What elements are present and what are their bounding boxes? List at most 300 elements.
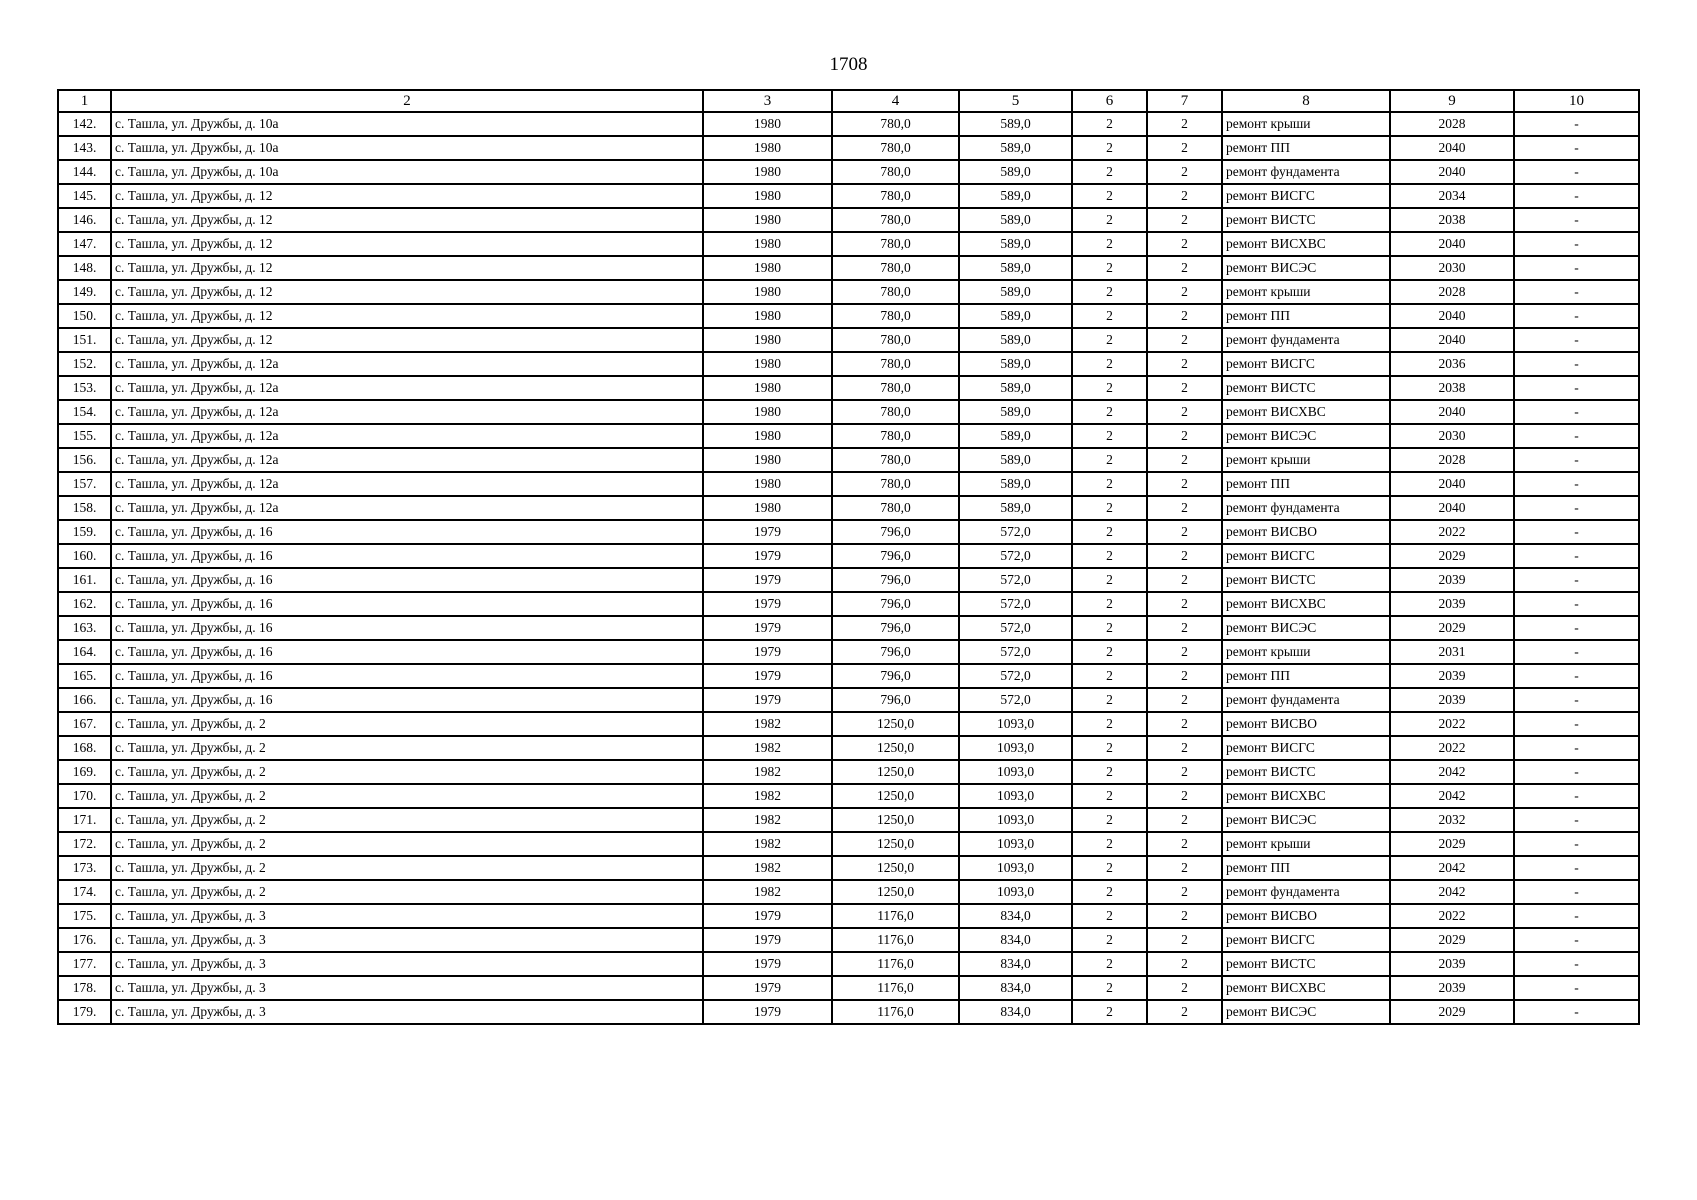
planned-year-cell: 2042 — [1390, 784, 1514, 808]
address-cell: с. Ташла, ул. Дружбы, д. 2 — [111, 736, 703, 760]
note-cell: - — [1514, 400, 1639, 424]
table-row — [58, 664, 1639, 688]
living-area-cell: 589,0 — [959, 280, 1072, 304]
table-row — [58, 256, 1639, 280]
address-cell: с. Ташла, ул. Дружбы, д. 16 — [111, 616, 703, 640]
living-area-cell: 589,0 — [959, 304, 1072, 328]
work-type-cell: ремонт ВИСГС — [1222, 736, 1390, 760]
table-row — [58, 472, 1639, 496]
year-built-cell: 1979 — [703, 688, 832, 712]
planned-year-cell: 2042 — [1390, 856, 1514, 880]
entrances-cell: 2 — [1147, 808, 1222, 832]
floors-cell: 2 — [1072, 184, 1147, 208]
row-number-cell: 167. — [58, 712, 111, 736]
entrances-cell: 2 — [1147, 184, 1222, 208]
address-cell: с. Ташла, ул. Дружбы, д. 16 — [111, 688, 703, 712]
table-body — [58, 112, 1639, 1024]
year-built-cell: 1979 — [703, 592, 832, 616]
total-area-cell: 780,0 — [832, 136, 959, 160]
address-cell: с. Ташла, ул. Дружбы, д. 2 — [111, 760, 703, 784]
living-area-cell: 834,0 — [959, 976, 1072, 1000]
entrances-cell: 2 — [1147, 232, 1222, 256]
planned-year-cell: 2039 — [1390, 688, 1514, 712]
year-built-cell: 1980 — [703, 184, 832, 208]
floors-cell: 2 — [1072, 1000, 1147, 1024]
floors-cell: 2 — [1072, 784, 1147, 808]
row-number-cell: 172. — [58, 832, 111, 856]
address-cell: с. Ташла, ул. Дружбы, д. 12 — [111, 184, 703, 208]
year-built-cell: 1979 — [703, 544, 832, 568]
living-area-cell: 589,0 — [959, 472, 1072, 496]
address-cell: с. Ташла, ул. Дружбы, д. 12а — [111, 472, 703, 496]
floors-cell: 2 — [1072, 760, 1147, 784]
planned-year-cell: 2040 — [1390, 232, 1514, 256]
total-area-cell: 1250,0 — [832, 712, 959, 736]
row-number-cell: 156. — [58, 448, 111, 472]
table-row — [58, 184, 1639, 208]
row-number-cell: 177. — [58, 952, 111, 976]
living-area-cell: 1093,0 — [959, 736, 1072, 760]
living-area-cell: 1093,0 — [959, 784, 1072, 808]
year-built-cell: 1979 — [703, 928, 832, 952]
work-type-cell: ремонт ВИСЭС — [1222, 424, 1390, 448]
entrances-cell: 2 — [1147, 904, 1222, 928]
address-cell: с. Ташла, ул. Дружбы, д. 3 — [111, 928, 703, 952]
floors-cell: 2 — [1072, 136, 1147, 160]
address-cell: с. Ташла, ул. Дружбы, д. 3 — [111, 904, 703, 928]
total-area-cell: 1176,0 — [832, 1000, 959, 1024]
work-type-cell: ремонт ВИСХВС — [1222, 976, 1390, 1000]
address-cell: с. Ташла, ул. Дружбы, д. 3 — [111, 952, 703, 976]
note-cell: - — [1514, 184, 1639, 208]
note-cell: - — [1514, 952, 1639, 976]
total-area-cell: 780,0 — [832, 400, 959, 424]
total-area-cell: 796,0 — [832, 616, 959, 640]
entrances-cell: 2 — [1147, 736, 1222, 760]
row-number-cell: 157. — [58, 472, 111, 496]
year-built-cell: 1982 — [703, 880, 832, 904]
note-cell: - — [1514, 208, 1639, 232]
total-area-cell: 1250,0 — [832, 832, 959, 856]
year-built-cell: 1980 — [703, 136, 832, 160]
column-header: 8 — [1222, 90, 1390, 112]
table-row — [58, 976, 1639, 1000]
note-cell: - — [1514, 448, 1639, 472]
floors-cell: 2 — [1072, 352, 1147, 376]
year-built-cell: 1980 — [703, 376, 832, 400]
table-row — [58, 832, 1639, 856]
floors-cell: 2 — [1072, 328, 1147, 352]
table-row — [58, 208, 1639, 232]
work-type-cell: ремонт ВИСГС — [1222, 352, 1390, 376]
note-cell: - — [1514, 376, 1639, 400]
work-type-cell: ремонт ПП — [1222, 472, 1390, 496]
table-row — [58, 880, 1639, 904]
living-area-cell: 572,0 — [959, 568, 1072, 592]
floors-cell: 2 — [1072, 304, 1147, 328]
table-row — [58, 592, 1639, 616]
planned-year-cell: 2028 — [1390, 448, 1514, 472]
address-cell: с. Ташла, ул. Дружбы, д. 12а — [111, 424, 703, 448]
living-area-cell: 589,0 — [959, 424, 1072, 448]
total-area-cell: 796,0 — [832, 520, 959, 544]
planned-year-cell: 2022 — [1390, 736, 1514, 760]
total-area-cell: 780,0 — [832, 184, 959, 208]
year-built-cell: 1982 — [703, 760, 832, 784]
note-cell: - — [1514, 592, 1639, 616]
planned-year-cell: 2040 — [1390, 304, 1514, 328]
row-number-cell: 175. — [58, 904, 111, 928]
address-cell: с. Ташла, ул. Дружбы, д. 12 — [111, 208, 703, 232]
entrances-cell: 2 — [1147, 640, 1222, 664]
table-row — [58, 112, 1639, 136]
year-built-cell: 1982 — [703, 784, 832, 808]
planned-year-cell: 2040 — [1390, 472, 1514, 496]
column-number-header-row — [58, 90, 1639, 112]
entrances-cell: 2 — [1147, 448, 1222, 472]
note-cell: - — [1514, 664, 1639, 688]
year-built-cell: 1979 — [703, 520, 832, 544]
work-type-cell: ремонт ВИСВО — [1222, 712, 1390, 736]
floors-cell: 2 — [1072, 280, 1147, 304]
floors-cell: 2 — [1072, 640, 1147, 664]
planned-year-cell: 2029 — [1390, 832, 1514, 856]
living-area-cell: 589,0 — [959, 496, 1072, 520]
work-type-cell: ремонт фундамента — [1222, 160, 1390, 184]
living-area-cell: 572,0 — [959, 544, 1072, 568]
work-type-cell: ремонт ПП — [1222, 304, 1390, 328]
column-header: 1 — [58, 90, 111, 112]
living-area-cell: 834,0 — [959, 952, 1072, 976]
column-header: 2 — [111, 90, 703, 112]
work-type-cell: ремонт ПП — [1222, 136, 1390, 160]
floors-cell: 2 — [1072, 880, 1147, 904]
living-area-cell: 1093,0 — [959, 880, 1072, 904]
total-area-cell: 796,0 — [832, 568, 959, 592]
table-row — [58, 280, 1639, 304]
floors-cell: 2 — [1072, 232, 1147, 256]
note-cell: - — [1514, 736, 1639, 760]
planned-year-cell: 2039 — [1390, 952, 1514, 976]
address-cell: с. Ташла, ул. Дружбы, д. 12 — [111, 328, 703, 352]
planned-year-cell: 2029 — [1390, 544, 1514, 568]
floors-cell: 2 — [1072, 808, 1147, 832]
entrances-cell: 2 — [1147, 832, 1222, 856]
note-cell: - — [1514, 256, 1639, 280]
living-area-cell: 589,0 — [959, 376, 1072, 400]
year-built-cell: 1980 — [703, 232, 832, 256]
note-cell: - — [1514, 496, 1639, 520]
table-row — [58, 520, 1639, 544]
floors-cell: 2 — [1072, 736, 1147, 760]
year-built-cell: 1980 — [703, 472, 832, 496]
living-area-cell: 834,0 — [959, 904, 1072, 928]
address-cell: с. Ташла, ул. Дружбы, д. 3 — [111, 976, 703, 1000]
note-cell: - — [1514, 232, 1639, 256]
work-type-cell: ремонт ВИСГС — [1222, 184, 1390, 208]
planned-year-cell: 2022 — [1390, 712, 1514, 736]
note-cell: - — [1514, 760, 1639, 784]
floors-cell: 2 — [1072, 832, 1147, 856]
entrances-cell: 2 — [1147, 1000, 1222, 1024]
planned-year-cell: 2040 — [1390, 160, 1514, 184]
planned-year-cell: 2040 — [1390, 136, 1514, 160]
row-number-cell: 144. — [58, 160, 111, 184]
table-row — [58, 568, 1639, 592]
row-number-cell: 168. — [58, 736, 111, 760]
entrances-cell: 2 — [1147, 952, 1222, 976]
total-area-cell: 1250,0 — [832, 856, 959, 880]
year-built-cell: 1980 — [703, 208, 832, 232]
total-area-cell: 796,0 — [832, 640, 959, 664]
living-area-cell: 589,0 — [959, 160, 1072, 184]
table-row — [58, 448, 1639, 472]
note-cell: - — [1514, 424, 1639, 448]
planned-year-cell: 2028 — [1390, 280, 1514, 304]
note-cell: - — [1514, 520, 1639, 544]
work-type-cell: ремонт крыши — [1222, 112, 1390, 136]
year-built-cell: 1980 — [703, 400, 832, 424]
table-row — [58, 496, 1639, 520]
floors-cell: 2 — [1072, 928, 1147, 952]
work-type-cell: ремонт крыши — [1222, 448, 1390, 472]
total-area-cell: 780,0 — [832, 304, 959, 328]
address-cell: с. Ташла, ул. Дружбы, д. 12 — [111, 280, 703, 304]
living-area-cell: 589,0 — [959, 256, 1072, 280]
row-number-cell: 176. — [58, 928, 111, 952]
planned-year-cell: 2039 — [1390, 976, 1514, 1000]
column-header: 10 — [1514, 90, 1639, 112]
table-row — [58, 400, 1639, 424]
table-row — [58, 808, 1639, 832]
total-area-cell: 780,0 — [832, 232, 959, 256]
planned-year-cell: 2042 — [1390, 880, 1514, 904]
floors-cell: 2 — [1072, 112, 1147, 136]
address-cell: с. Ташла, ул. Дружбы, д. 10а — [111, 136, 703, 160]
year-built-cell: 1980 — [703, 424, 832, 448]
work-type-cell: ремонт крыши — [1222, 640, 1390, 664]
living-area-cell: 589,0 — [959, 208, 1072, 232]
total-area-cell: 780,0 — [832, 424, 959, 448]
note-cell: - — [1514, 136, 1639, 160]
living-area-cell: 572,0 — [959, 688, 1072, 712]
entrances-cell: 2 — [1147, 688, 1222, 712]
row-number-cell: 149. — [58, 280, 111, 304]
entrances-cell: 2 — [1147, 328, 1222, 352]
planned-year-cell: 2039 — [1390, 664, 1514, 688]
planned-year-cell: 2031 — [1390, 640, 1514, 664]
note-cell: - — [1514, 472, 1639, 496]
row-number-cell: 142. — [58, 112, 111, 136]
note-cell: - — [1514, 640, 1639, 664]
table-row — [58, 616, 1639, 640]
planned-year-cell: 2042 — [1390, 760, 1514, 784]
table-row — [58, 328, 1639, 352]
entrances-cell: 2 — [1147, 208, 1222, 232]
year-built-cell: 1980 — [703, 328, 832, 352]
entrances-cell: 2 — [1147, 592, 1222, 616]
floors-cell: 2 — [1072, 976, 1147, 1000]
planned-year-cell: 2034 — [1390, 184, 1514, 208]
planned-year-cell: 2032 — [1390, 808, 1514, 832]
entrances-cell: 2 — [1147, 256, 1222, 280]
entrances-cell: 2 — [1147, 376, 1222, 400]
table-row — [58, 784, 1639, 808]
year-built-cell: 1982 — [703, 832, 832, 856]
floors-cell: 2 — [1072, 208, 1147, 232]
living-area-cell: 572,0 — [959, 664, 1072, 688]
note-cell: - — [1514, 544, 1639, 568]
table-row — [58, 712, 1639, 736]
table-row — [58, 160, 1639, 184]
work-type-cell: ремонт ВИСТС — [1222, 760, 1390, 784]
row-number-cell: 179. — [58, 1000, 111, 1024]
work-type-cell: ремонт фундамента — [1222, 880, 1390, 904]
table-row — [58, 760, 1639, 784]
year-built-cell: 1980 — [703, 448, 832, 472]
address-cell: с. Ташла, ул. Дружбы, д. 12а — [111, 352, 703, 376]
row-number-cell: 166. — [58, 688, 111, 712]
year-built-cell: 1982 — [703, 712, 832, 736]
note-cell: - — [1514, 328, 1639, 352]
floors-cell: 2 — [1072, 472, 1147, 496]
row-number-cell: 152. — [58, 352, 111, 376]
living-area-cell: 1093,0 — [959, 808, 1072, 832]
table-row — [58, 376, 1639, 400]
table-row — [58, 952, 1639, 976]
floors-cell: 2 — [1072, 616, 1147, 640]
row-number-cell: 170. — [58, 784, 111, 808]
note-cell: - — [1514, 784, 1639, 808]
address-cell: с. Ташла, ул. Дружбы, д. 12а — [111, 496, 703, 520]
planned-year-cell: 2029 — [1390, 1000, 1514, 1024]
total-area-cell: 780,0 — [832, 208, 959, 232]
address-cell: с. Ташла, ул. Дружбы, д. 16 — [111, 568, 703, 592]
total-area-cell: 1250,0 — [832, 880, 959, 904]
floors-cell: 2 — [1072, 520, 1147, 544]
total-area-cell: 780,0 — [832, 472, 959, 496]
floors-cell: 2 — [1072, 376, 1147, 400]
living-area-cell: 572,0 — [959, 640, 1072, 664]
year-built-cell: 1979 — [703, 568, 832, 592]
address-cell: с. Ташла, ул. Дружбы, д. 12 — [111, 304, 703, 328]
address-cell: с. Ташла, ул. Дружбы, д. 12а — [111, 400, 703, 424]
work-type-cell: ремонт ВИСГС — [1222, 544, 1390, 568]
work-type-cell: ремонт ВИСЭС — [1222, 808, 1390, 832]
row-number-cell: 174. — [58, 880, 111, 904]
year-built-cell: 1980 — [703, 496, 832, 520]
address-cell: с. Ташла, ул. Дружбы, д. 12 — [111, 256, 703, 280]
planned-year-cell: 2029 — [1390, 928, 1514, 952]
living-area-cell: 589,0 — [959, 352, 1072, 376]
row-number-cell: 150. — [58, 304, 111, 328]
entrances-cell: 2 — [1147, 424, 1222, 448]
total-area-cell: 1176,0 — [832, 976, 959, 1000]
work-type-cell: ремонт ВИСЭС — [1222, 256, 1390, 280]
column-header: 3 — [703, 90, 832, 112]
address-cell: с. Ташла, ул. Дружбы, д. 2 — [111, 832, 703, 856]
entrances-cell: 2 — [1147, 496, 1222, 520]
total-area-cell: 796,0 — [832, 664, 959, 688]
year-built-cell: 1979 — [703, 1000, 832, 1024]
entrances-cell: 2 — [1147, 472, 1222, 496]
living-area-cell: 589,0 — [959, 112, 1072, 136]
planned-year-cell: 2030 — [1390, 256, 1514, 280]
entrances-cell: 2 — [1147, 880, 1222, 904]
floors-cell: 2 — [1072, 568, 1147, 592]
total-area-cell: 1176,0 — [832, 928, 959, 952]
address-cell: с. Ташла, ул. Дружбы, д. 16 — [111, 664, 703, 688]
living-area-cell: 834,0 — [959, 1000, 1072, 1024]
work-type-cell: ремонт ВИСХВС — [1222, 232, 1390, 256]
entrances-cell: 2 — [1147, 112, 1222, 136]
living-area-cell: 589,0 — [959, 184, 1072, 208]
entrances-cell: 2 — [1147, 928, 1222, 952]
total-area-cell: 780,0 — [832, 352, 959, 376]
row-number-cell: 171. — [58, 808, 111, 832]
entrances-cell: 2 — [1147, 160, 1222, 184]
note-cell: - — [1514, 1000, 1639, 1024]
work-type-cell: ремонт ВИСХВС — [1222, 400, 1390, 424]
address-cell: с. Ташла, ул. Дружбы, д. 12а — [111, 376, 703, 400]
work-type-cell: ремонт ВИСХВС — [1222, 784, 1390, 808]
column-header: 5 — [959, 90, 1072, 112]
floors-cell: 2 — [1072, 712, 1147, 736]
note-cell: - — [1514, 688, 1639, 712]
planned-year-cell: 2022 — [1390, 904, 1514, 928]
row-number-cell: 165. — [58, 664, 111, 688]
planned-year-cell: 2039 — [1390, 568, 1514, 592]
entrances-cell: 2 — [1147, 544, 1222, 568]
note-cell: - — [1514, 160, 1639, 184]
year-built-cell: 1979 — [703, 664, 832, 688]
planned-year-cell: 2040 — [1390, 400, 1514, 424]
work-type-cell: ремонт ВИСВО — [1222, 904, 1390, 928]
total-area-cell: 780,0 — [832, 280, 959, 304]
year-built-cell: 1982 — [703, 736, 832, 760]
year-built-cell: 1980 — [703, 304, 832, 328]
row-number-cell: 159. — [58, 520, 111, 544]
table-row — [58, 688, 1639, 712]
living-area-cell: 1093,0 — [959, 856, 1072, 880]
total-area-cell: 796,0 — [832, 688, 959, 712]
total-area-cell: 1250,0 — [832, 760, 959, 784]
address-cell: с. Ташла, ул. Дружбы, д. 2 — [111, 712, 703, 736]
address-cell: с. Ташла, ул. Дружбы, д. 2 — [111, 856, 703, 880]
table-row — [58, 928, 1639, 952]
work-type-cell: ремонт ВИСЭС — [1222, 1000, 1390, 1024]
planned-year-cell: 2029 — [1390, 616, 1514, 640]
floors-cell: 2 — [1072, 496, 1147, 520]
total-area-cell: 796,0 — [832, 592, 959, 616]
address-cell: с. Ташла, ул. Дружбы, д. 3 — [111, 1000, 703, 1024]
year-built-cell: 1982 — [703, 856, 832, 880]
address-cell: с. Ташла, ул. Дружбы, д. 10а — [111, 112, 703, 136]
total-area-cell: 1250,0 — [832, 808, 959, 832]
year-built-cell: 1979 — [703, 952, 832, 976]
column-header: 7 — [1147, 90, 1222, 112]
entrances-cell: 2 — [1147, 568, 1222, 592]
work-type-cell: ремонт фундамента — [1222, 688, 1390, 712]
note-cell: - — [1514, 976, 1639, 1000]
total-area-cell: 780,0 — [832, 160, 959, 184]
row-number-cell: 155. — [58, 424, 111, 448]
floors-cell: 2 — [1072, 856, 1147, 880]
entrances-cell: 2 — [1147, 304, 1222, 328]
floors-cell: 2 — [1072, 256, 1147, 280]
row-number-cell: 173. — [58, 856, 111, 880]
address-cell: с. Ташла, ул. Дружбы, д. 12а — [111, 448, 703, 472]
